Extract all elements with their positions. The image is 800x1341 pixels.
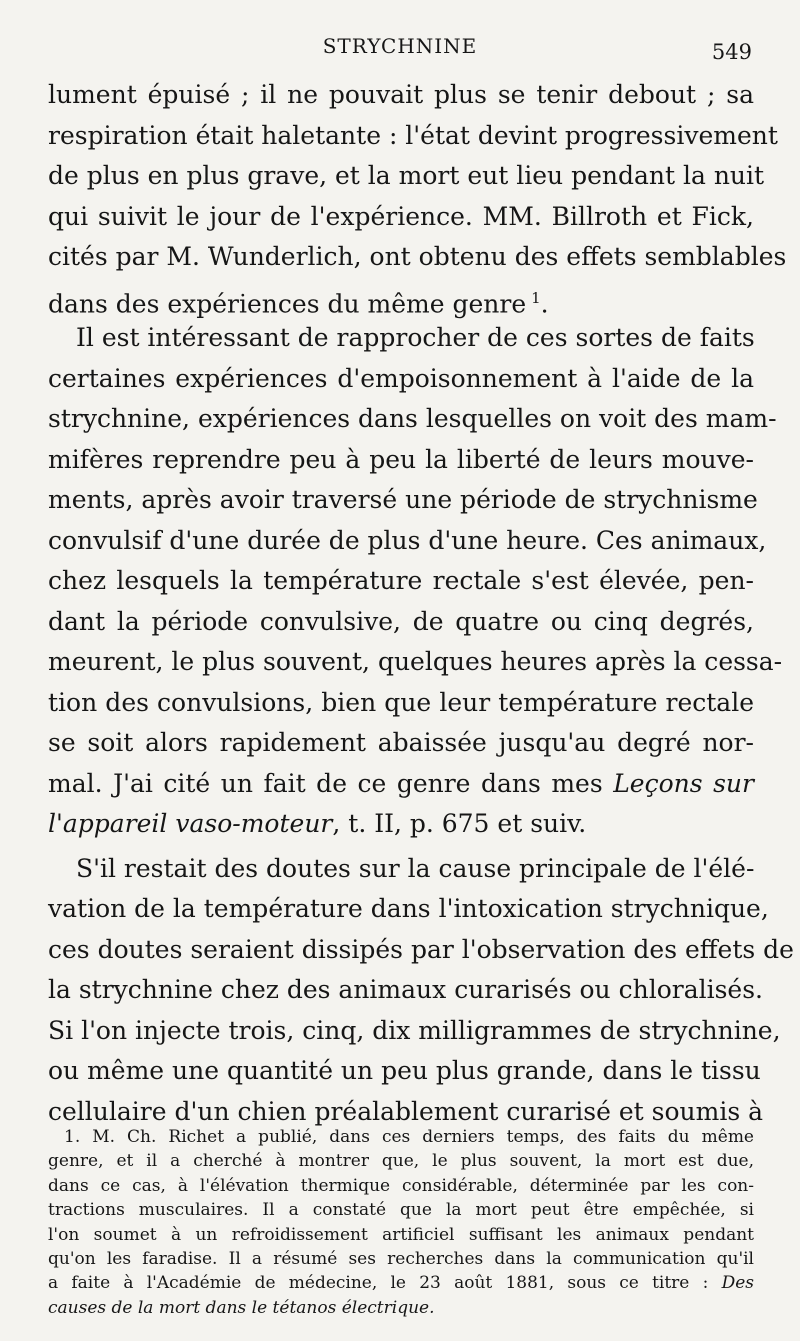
text-line: la strychnine chez des animaux curarisés ou chloralisés. — [48, 975, 763, 1004]
text-line: Il est intéressant de rapprocher de ces sortes de faits — [76, 323, 755, 352]
footnote-title-italic: causes de la mort dans le tétanos électrique. — [48, 1297, 435, 1318]
footnote-line: qu'on les faradise. Il a résumé ses recherches dans la communication qu'il — [48, 1248, 754, 1269]
footnote-line — [48, 1271, 754, 1295]
text-line: ments, après avoir traversé une période de strychnisme — [48, 485, 758, 514]
text-line: se soit alors rapidement abaissée jusqu'au degré nor- — [48, 728, 754, 757]
footnote-marker: 1 — [531, 288, 541, 307]
text-line: certaines expériences d'empoisonnement à l'aide de la — [48, 363, 754, 393]
text-line: S'il restait des doutes sur la cause principale de l'élé- — [76, 853, 755, 883]
text-line: convulsif d'une durée de plus d'une heure. Ces animaux, — [48, 525, 767, 555]
text-line: ou même une quantité un peu plus grande, dans le tissu — [48, 1056, 761, 1085]
footnote-line: 1. M. Ch. Richet a publié, dans ces derniers temps, des faits du même — [64, 1127, 754, 1147]
text-segment: a faite à l'Académie de médecine, le 23 août 1881, sous ce titre : — [48, 1273, 709, 1294]
text-line: dant la période convulsive, de quatre ou cinq degrés, — [48, 606, 754, 636]
text-line: de plus en plus grave, et la mort eut lieu pendant la nuit — [48, 161, 765, 190]
text-line: chez lesquels la température rectale s'est élevée, pen- — [48, 566, 754, 595]
book-title-italic: l'appareil vaso-moteur — [48, 809, 333, 838]
text-line: lument épuisé ; il ne pouvait plus se tenir debout ; sa — [48, 80, 754, 109]
running-head — [48, 34, 752, 64]
page-number: 549 — [711, 40, 752, 64]
footnote-line: l'on soumet à un refroidissement artificiel suffisant les animaux pendant — [48, 1224, 754, 1245]
running-title: STRYCHNINE — [322, 34, 478, 58]
footnote-line: tractions musculaires. Il a constaté que la mort peut être empêchée, si — [48, 1200, 754, 1221]
text-line: qui suivit le jour de l'expérience. MM. Billroth et Fick, — [48, 201, 754, 231]
text-line: mifères reprendre peu à peu la liberté de leurs mouve- — [48, 444, 754, 474]
text-line: strychnine, expériences dans lesquelles on voit des mam- — [48, 404, 777, 433]
footnote-line: dans ce cas, à l'élévation thermique considérable, déterminée par les con- — [48, 1175, 754, 1196]
text-line: tion des convulsions, bien que leur température rectale — [48, 687, 754, 717]
text-line: cellulaire d'un chien préalablement curarisé et soumis à — [48, 1096, 764, 1126]
footnotes — [48, 1125, 754, 1320]
text-line — [48, 764, 754, 805]
text-segment: , t. II, p. 675 et suiv. — [332, 809, 587, 838]
text-line: respiration était haletante : l'état devint progressivement — [48, 120, 778, 150]
text-line: dans des expériences du même genre $^1$. — [48, 288, 549, 318]
text-line: cités par M. Wunderlich, ont obtenu des effets semblables — [48, 242, 787, 271]
text-segment: dans des expériences du même genre — [48, 288, 527, 318]
footnote-line: genre, et il a cherché à montrer que, le plus souvent, la mort est due, — [48, 1151, 754, 1172]
footnote-title-italic: Des — [721, 1273, 755, 1294]
book-title-italic: Leçons sur — [613, 768, 754, 798]
text-line: ces doutes seraient dissipés par l'observation des effets de — [48, 934, 794, 964]
text-line: meurent, le plus souvent, quelques heures après la cessa- — [48, 647, 783, 676]
text-line — [48, 804, 754, 845]
body-text — [48, 75, 794, 1132]
text-segment: mal. J'ai cité un fait de ce genre dans mes — [48, 768, 603, 798]
footnote-line — [48, 1296, 754, 1320]
text-line: Si l'on injecte trois, cinq, dix milligrammes de strychnine, — [48, 1015, 781, 1045]
text-line: vation de la température dans l'intoxication strychnique, — [48, 894, 769, 923]
